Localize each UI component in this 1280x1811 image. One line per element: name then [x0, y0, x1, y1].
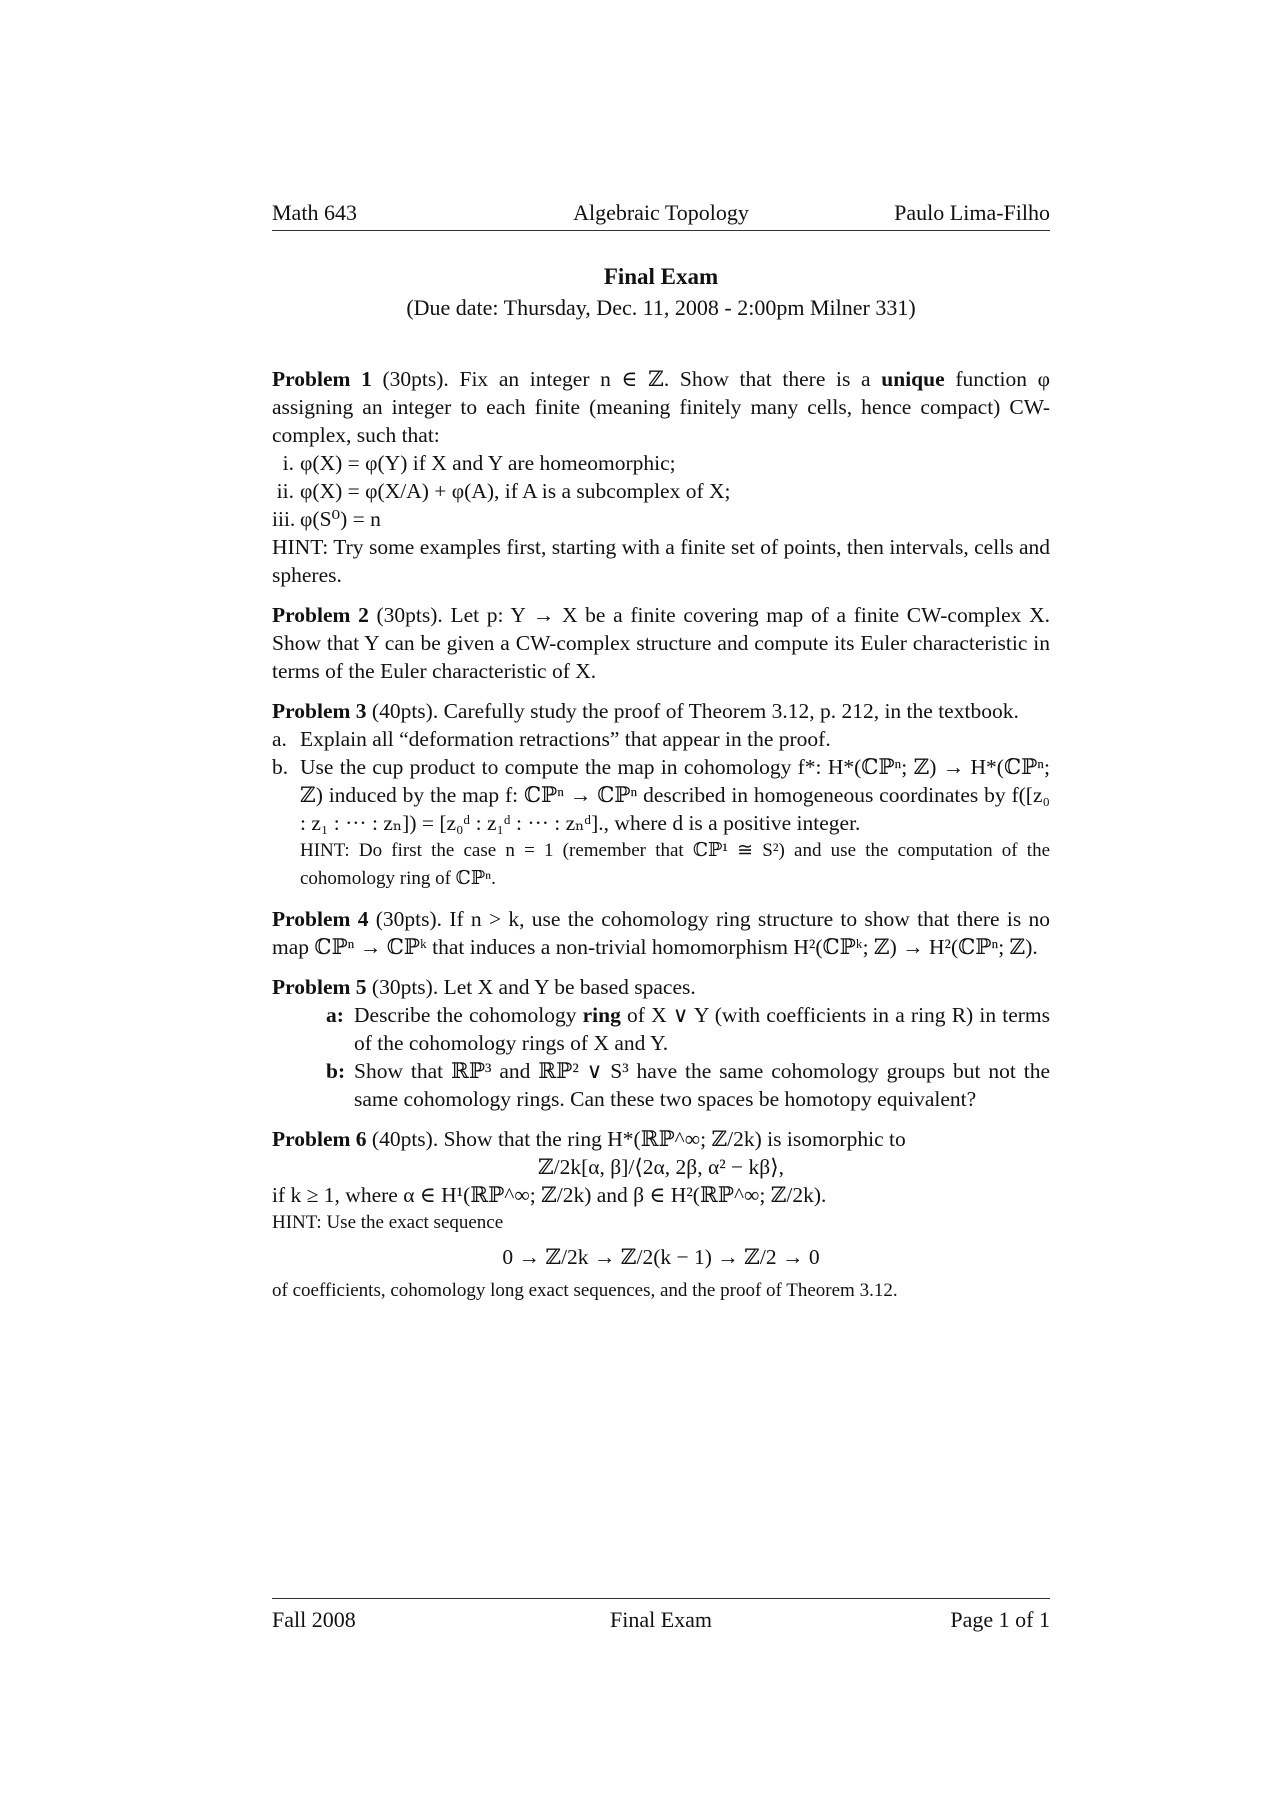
term: Fall 2008 [272, 1607, 356, 1632]
problem-text: If n > k, use the cohomology ring structure to show that there is no map ℂℙⁿ → ℂℙᵏ that induces a non-trivial homomorphism H²(ℂℙᵏ; ℤ) → H²(ℂℙⁿ; ℤ). [272, 907, 1050, 959]
display-formula: ℤ/2k[α, β]/⟨2α, 2β, α² − kβ⟩, [537, 1155, 785, 1179]
problem-points: (30pts). [375, 907, 443, 931]
task-list [272, 725, 1050, 893]
course-title: Algebraic Topology [573, 200, 749, 225]
item-marker: b. [272, 755, 289, 779]
item-marker: a: [326, 1003, 344, 1027]
item-text: φ(X) = φ(X/A) + φ(A), if A is a subcomplex of X; [300, 479, 731, 503]
page-number: Page 1 of 1 [950, 1607, 1050, 1632]
item-text-cont: of X ∨ Y (with coefficients in a ring R) in terms of the cohomology rings of X and Y. [354, 1003, 1051, 1055]
exact-sequence: 0 → ℤ/2k → ℤ/2(k − 1) → ℤ/2 → 0 [502, 1245, 820, 1269]
item-text: Describe the cohomology [354, 1003, 577, 1027]
list-item [272, 449, 1050, 477]
page-header [272, 200, 1050, 231]
problem-points: (30pts). [382, 367, 449, 391]
problem-points: (30pts). [376, 603, 443, 627]
problem-text: Let p: Y → X be a finite covering map of a finite CW-complex X. Show that Y can be given a CW-complex structure and compute its Euler characteristic in terms of the Euler characteristic of X. [272, 603, 1051, 683]
page-footer [272, 1598, 1050, 1637]
problem-label: Problem 1 [272, 367, 372, 391]
item-marker: i. [282, 451, 294, 475]
item-marker: a. [272, 727, 287, 751]
problem-2 [272, 601, 1050, 685]
problem-label: Problem 2 [272, 603, 369, 627]
item-marker: ii. [276, 479, 294, 503]
item-marker: b: [326, 1059, 346, 1083]
footer-title: Final Exam [609, 1607, 713, 1632]
list-item [272, 753, 1050, 893]
list-item [272, 505, 1050, 533]
problem-4 [272, 905, 1050, 961]
emphasis-text: ring [582, 1003, 621, 1027]
problem-label: Problem 6 [272, 1127, 367, 1151]
item-text: φ(X) = φ(Y) if X and Y are homeomorphic; [300, 451, 676, 475]
emphasis-text: unique [881, 367, 945, 391]
problem-text: Let X and Y be based spaces. [443, 975, 696, 999]
course-number: Math 643 [272, 200, 357, 225]
problems-body [272, 365, 1050, 1317]
item-text: Use the cup product to compute the map in cohomology f*: H*(ℂℙⁿ; ℤ) → H*(ℂℙⁿ; ℤ) induced by the map f: ℂℙⁿ → ℂℙⁿ described in homogeneous coordinates by f([z₀ : z₁ : ··· : zₙ]) = [z₀ᵈ : z₁ᵈ : ··· : zₙᵈ]., where d is a positive integer. [300, 755, 1050, 835]
problem-points: (30pts). [371, 975, 439, 999]
problem-condition: if k ≥ 1, where α ∈ H¹(ℝℙ^∞; ℤ/2k) and β ∈ H²(ℝℙ^∞; ℤ/2k). [272, 1183, 827, 1207]
list-item [326, 1057, 1050, 1113]
problem-hint: HINT: Do first the case n = 1 (remember that ℂℙ¹ ≅ S²) and use the computation of the cohomology ring of ℂℙⁿ. [300, 840, 1050, 889]
exam-title: Final Exam [603, 264, 719, 289]
problem-label: Problem 5 [272, 975, 367, 999]
problem-label: Problem 4 [272, 907, 369, 931]
problem-text: Show that the ring H*(ℝℙ^∞; ℤ/2k) is isomorphic to [443, 1127, 906, 1151]
item-marker: iii. [272, 507, 296, 531]
list-item [272, 477, 1050, 505]
problem-5 [272, 973, 1050, 1113]
problem-points: (40pts). [371, 1127, 439, 1151]
due-date: (Due date: Thursday, Dec. 11, 2008 - 2:00pm Milner 331) [406, 295, 916, 320]
condition-list [272, 449, 1050, 533]
list-item [326, 1001, 1050, 1057]
item-text: Explain all “deformation retractions” that appear in the proof. [300, 727, 831, 751]
problem-6 [272, 1125, 1050, 1305]
problem-label: Problem 3 [272, 699, 367, 723]
problem-hint: HINT: Try some examples first, starting with a finite set of points, then intervals, cells and spheres. [272, 535, 1050, 587]
instructor-name: Paulo Lima-Filho [894, 200, 1050, 225]
problem-points: (40pts). [371, 699, 439, 723]
problem-text-cont: function φ assigning an integer to each finite (meaning finitely many cells, hence compact) CW-complex, such that: [272, 367, 1051, 447]
list-item [272, 725, 1050, 753]
problem-hint: HINT: Use the exact sequence [272, 1212, 504, 1233]
hint-continuation: of coefficients, cohomology long exact sequences, and the proof of Theorem 3.12. [272, 1280, 898, 1301]
item-text: φ(S⁰) = n [300, 507, 381, 531]
problem-1 [272, 365, 1050, 589]
problem-3 [272, 697, 1050, 893]
item-text: Show that ℝℙ³ and ℝℙ² ∨ S³ have the same cohomology groups but not the same cohomology rings. Can these two spaces be homotopy equivalent? [354, 1059, 1050, 1111]
task-list [272, 1001, 1050, 1113]
problem-text: Fix an integer n ∈ ℤ. Show that there is a [459, 367, 871, 391]
problem-text: Carefully study the proof of Theorem 3.12, p. 212, in the textbook. [443, 699, 1019, 723]
